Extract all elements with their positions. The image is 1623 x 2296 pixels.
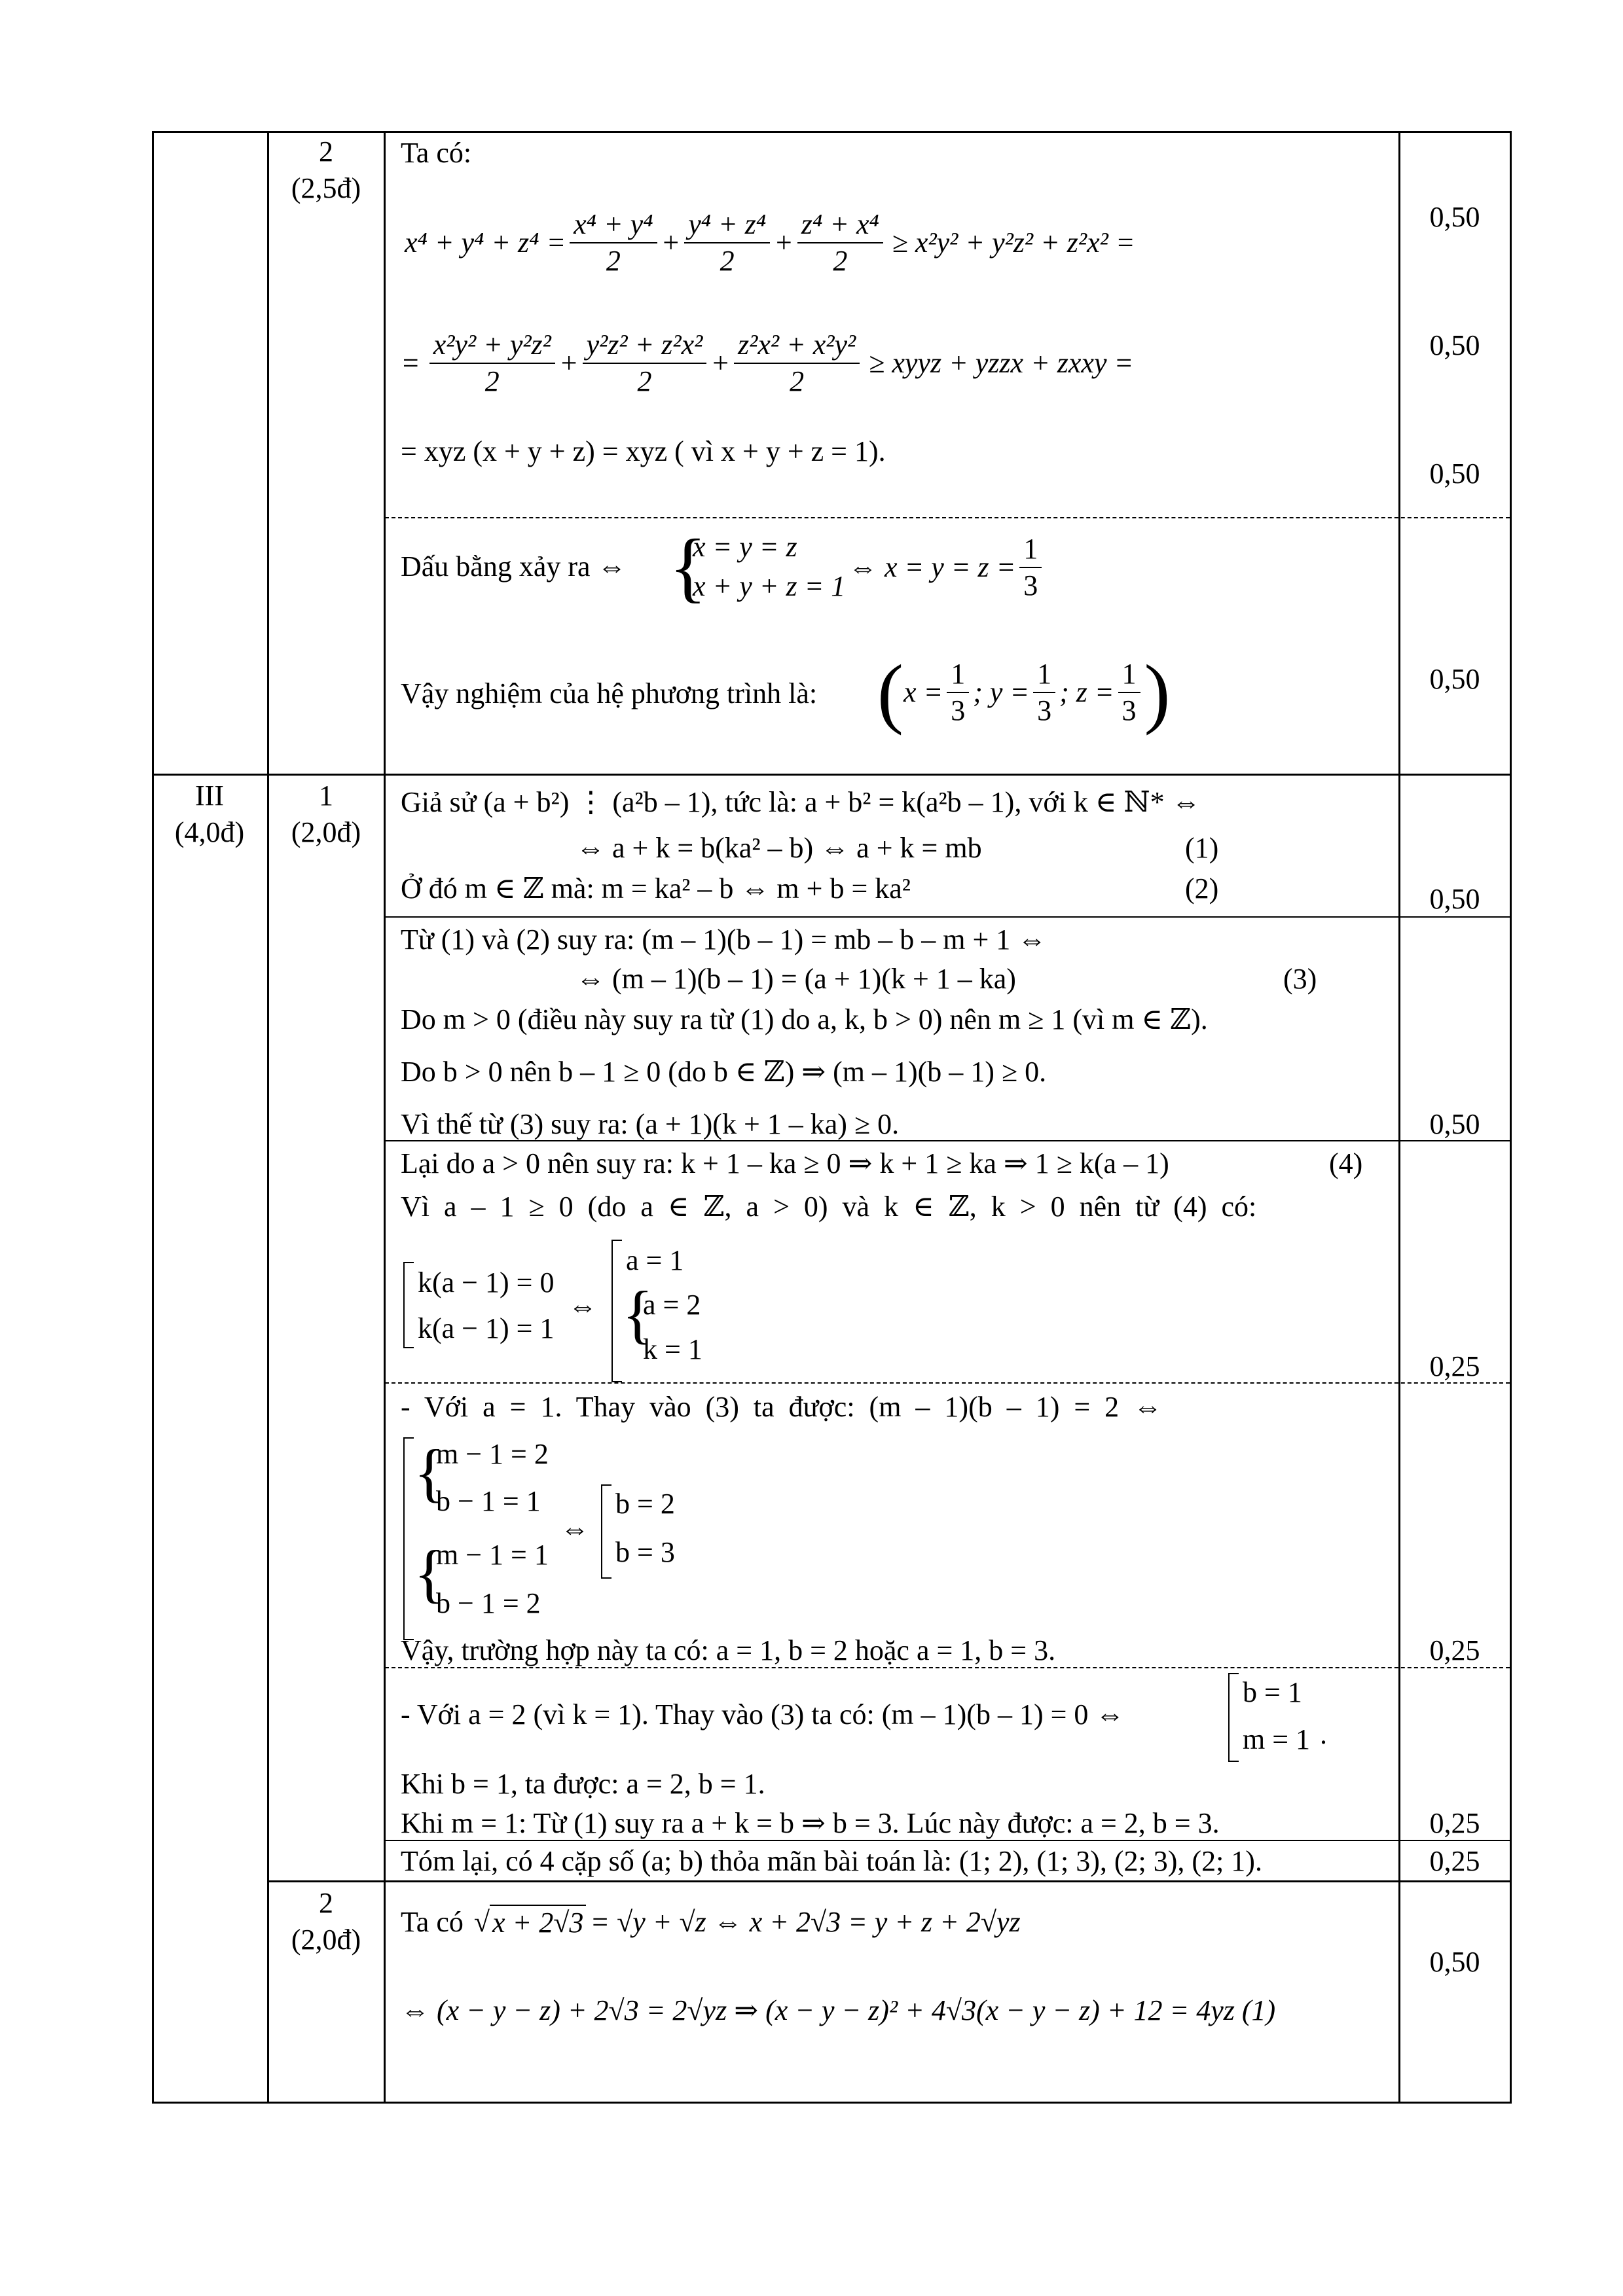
left-brace-icon: { xyxy=(669,523,707,610)
proof-line: Vì a – 1 ≥ 0 (do a ∈ ℤ, a > 0) và k ∈ ℤ, k > 0 nên từ (4) có: xyxy=(401,1191,1257,1223)
case-line: b = 2 xyxy=(615,1488,675,1520)
equation-line-1 xyxy=(405,207,1135,279)
fraction xyxy=(797,207,883,279)
eq1-lhs: x⁴ + y⁴ + z⁴ = xyxy=(405,226,566,259)
eq2-lhs: = xyxy=(401,347,420,379)
section-number: III xyxy=(195,780,224,812)
solution-tuple xyxy=(877,649,1171,736)
fraction xyxy=(429,327,555,399)
score: 0,50 xyxy=(1429,457,1480,490)
system-eq-2: x + y + z = 1 xyxy=(693,570,846,602)
score: 0,50 xyxy=(1429,1108,1480,1140)
sol-x-label: x = xyxy=(903,676,943,708)
fraction xyxy=(1019,531,1042,603)
score: 0,50 xyxy=(1429,329,1480,361)
fraction xyxy=(947,656,969,728)
period: . xyxy=(1320,1718,1327,1750)
proof-line: Lại do a > 0 nên suy ra: k + 1 – ka ≥ 0 ⇒ k + 1 ≥ ka ⇒ 1 ≥ k(a – 1) xyxy=(401,1147,1169,1179)
score: 0,25 xyxy=(1429,1845,1480,1877)
iff-symbol: ⇔ xyxy=(560,1513,589,1545)
proof-line: Vậy, trường hợp này ta có: a = 1, b = 2 hoặc a = 1, b = 3. xyxy=(401,1634,1056,1666)
proof-line: - Với a = 2 (vì k = 1). Thay vào (3) ta có: (m – 1)(b – 1) = 0 ⇔ xyxy=(401,1698,1125,1731)
left-brace-icon: { xyxy=(414,1537,445,1609)
case-line: b = 1 xyxy=(1243,1676,1302,1708)
left-bracket xyxy=(601,1484,611,1579)
equation-line-2 xyxy=(401,327,1133,399)
row-divider-dashed xyxy=(385,1382,1510,1384)
equation-tag: (3) xyxy=(1283,963,1317,995)
frac-den: 2 xyxy=(484,365,500,397)
part-number: 1 xyxy=(319,780,333,812)
eq1-rhs: ≥ x²y² + y²z² + z²x² = xyxy=(892,226,1135,259)
proof-line: Khi m = 1: Từ (1) suy ra a + k = b ⇒ b = 3. Lúc này được: a = 2, b = 3. xyxy=(401,1807,1220,1839)
proof-line: Giả sử (a + b²) ⋮ (a²b – 1), tức là: a + b² = k(a²b – 1), với k ∈ ℕ* ⇔ xyxy=(401,786,1201,818)
left-bracket xyxy=(1228,1673,1239,1762)
part-number: 2 xyxy=(319,1887,333,1919)
proof-line: Khi b = 1, ta được: a = 2, b = 1. xyxy=(401,1768,765,1800)
frac-den: 3 xyxy=(1122,694,1137,726)
frac-num: z²x² + x²y² xyxy=(734,327,860,364)
plus-sign: + xyxy=(558,347,579,379)
left-brace-icon: { xyxy=(622,1278,653,1350)
equation-line xyxy=(401,1905,1021,1940)
case-line: m = 1 xyxy=(1243,1723,1311,1755)
intro-text: Ta có: xyxy=(401,137,472,169)
intro-text: Ta có xyxy=(401,1906,464,1938)
fraction xyxy=(570,207,657,279)
equation-tag: (4) xyxy=(1329,1147,1363,1179)
fraction xyxy=(1033,656,1055,728)
proof-line: - Với a = 1. Thay vào (3) ta được: (m – 1)(b – 1) = 2 ⇔ xyxy=(401,1391,1163,1423)
score: 0,25 xyxy=(1429,1350,1480,1382)
equation-line: ⇔ (x − y − z) + 2√3 = 2√yz ⇒ (x − y − z)² + 4√3(x − y − z) + 12 = 4yz (1) xyxy=(401,1994,1276,2026)
conclusion-line: Tóm lại, có 4 cặp số (a; b) thỏa mãn bài toán là: (1; 2), (1; 3), (2; 3), (2; 1). xyxy=(401,1845,1262,1877)
proof-line: Từ (1) và (2) suy ra: (m – 1)(b – 1) = mb – b – m + 1 ⇔ xyxy=(401,924,1047,956)
close-paren-icon: ) xyxy=(1144,649,1171,736)
part-points: (2,0đ) xyxy=(291,816,361,848)
sol-y-label: ; y = xyxy=(973,676,1030,708)
result-text: ⇔ x = y = z = xyxy=(848,551,1016,583)
plus-sign: + xyxy=(710,347,731,379)
frac-num: 1 xyxy=(1019,531,1042,568)
proof-line: ⇔ a + k = b(ka² – b) ⇔ a + k = mb xyxy=(576,832,982,864)
case-line: k = 1 xyxy=(643,1333,702,1365)
fraction xyxy=(684,207,770,279)
iff-symbol: ⇔ xyxy=(568,1290,597,1322)
left-bracket xyxy=(403,1437,414,1640)
system-eq-1: x = y = z xyxy=(693,531,797,563)
left-brace-icon: { xyxy=(414,1436,445,1509)
frac-num: x²y² + y²z² xyxy=(429,327,555,364)
proof-line: ⇔ (m – 1)(b – 1) = (a + 1)(k + 1 – ka) xyxy=(576,963,1016,995)
row-divider xyxy=(385,916,1510,918)
score: 0,25 xyxy=(1429,1807,1480,1839)
frac-den: 3 xyxy=(1023,569,1038,601)
equation-tag: (2) xyxy=(1185,872,1219,905)
plus-sign: + xyxy=(774,226,793,259)
system-eq: b − 1 = 1 xyxy=(436,1485,541,1517)
equation-rest: = √y + √z ⇔ x + 2√3 = y + z + 2√yz xyxy=(590,1906,1021,1938)
sqrt-radicand: x + 2√3 xyxy=(490,1905,586,1940)
frac-num: z⁴ + x⁴ xyxy=(797,207,883,243)
frac-den: 3 xyxy=(1037,694,1052,726)
case-line: a = 2 xyxy=(643,1289,701,1321)
section-divider xyxy=(152,774,1512,776)
row-divider-dashed xyxy=(385,517,1510,518)
eq2-rhs: ≥ xyyz + yzzx + zxxy = xyxy=(869,347,1134,379)
system-eq: m − 1 = 2 xyxy=(436,1438,549,1470)
table-border-bottom xyxy=(152,2102,1512,2104)
table-col-divider-1 xyxy=(267,131,269,2104)
part-number: 2 xyxy=(319,135,333,168)
frac-num: y⁴ + z⁴ xyxy=(684,207,770,243)
system-eq: m − 1 = 1 xyxy=(436,1539,549,1571)
proof-line: Do m > 0 (điều này suy ra từ (1) do a, k, b > 0) nên m ≥ 1 (vì m ∈ ℤ). xyxy=(401,1003,1208,1035)
table-border-top xyxy=(152,131,1512,133)
frac-num: 1 xyxy=(1033,656,1055,693)
table-border-right xyxy=(1510,131,1512,2104)
equation-tag: (1) xyxy=(1185,832,1219,864)
equality-label: Dấu bằng xảy ra ⇔ xyxy=(401,550,627,583)
frac-den: 3 xyxy=(951,694,966,726)
fraction xyxy=(734,327,860,399)
frac-den: 2 xyxy=(790,365,805,397)
proof-line: Do b > 0 nên b – 1 ≥ 0 (do b ∈ ℤ) ⇒ (m – 1)(b – 1) ≥ 0. xyxy=(401,1056,1047,1088)
score: 0,50 xyxy=(1429,201,1480,233)
frac-num: 1 xyxy=(1118,656,1140,693)
frac-den: 2 xyxy=(833,245,848,277)
frac-num: x⁴ + y⁴ xyxy=(570,207,657,243)
sqrt-icon: √ xyxy=(473,1906,490,1938)
table-col-divider-2 xyxy=(384,131,386,2104)
case-line: k(a − 1) = 1 xyxy=(418,1312,555,1344)
case-line: a = 1 xyxy=(626,1244,684,1276)
case-line: k(a − 1) = 0 xyxy=(418,1266,555,1299)
frac-num: y²z² + z²x² xyxy=(583,327,707,364)
fraction xyxy=(1118,656,1140,728)
score: 0,25 xyxy=(1429,1634,1480,1666)
score: 0,50 xyxy=(1429,663,1480,695)
score: 0,50 xyxy=(1429,1946,1480,1978)
fraction xyxy=(583,327,707,399)
frac-num: 1 xyxy=(947,656,969,693)
case-line: b = 3 xyxy=(615,1536,675,1568)
part-points: (2,5đ) xyxy=(291,172,361,204)
equation-line-3: = xyz (x + y + z) = xyz ( vì x + y + z = 1). xyxy=(401,435,886,467)
part-points: (2,0đ) xyxy=(291,1924,361,1956)
equality-result xyxy=(848,531,1046,603)
system-eq: b − 1 = 2 xyxy=(436,1587,541,1619)
frac-den: 2 xyxy=(720,245,735,277)
proof-line: Ở đó m ∈ ℤ mà: m = ka² – b ⇔ m + b = ka² xyxy=(401,872,911,905)
solution-label: Vậy nghiệm của hệ phương trình là: xyxy=(401,677,818,709)
sol-z-label: ; z = xyxy=(1059,676,1114,708)
section-points: (4,0đ) xyxy=(174,816,245,848)
left-bracket xyxy=(403,1262,414,1348)
proof-line: Vì thế từ (3) suy ra: (a + 1)(k + 1 – ka) ≥ 0. xyxy=(401,1108,900,1140)
frac-den: 2 xyxy=(637,365,652,397)
open-paren-icon: ( xyxy=(877,649,903,736)
score: 0,50 xyxy=(1429,883,1480,915)
subsection-divider xyxy=(267,1880,1512,1882)
left-bracket xyxy=(611,1240,622,1382)
frac-den: 2 xyxy=(606,245,621,277)
table-border-left xyxy=(152,131,154,2104)
plus-sign: + xyxy=(661,226,681,259)
